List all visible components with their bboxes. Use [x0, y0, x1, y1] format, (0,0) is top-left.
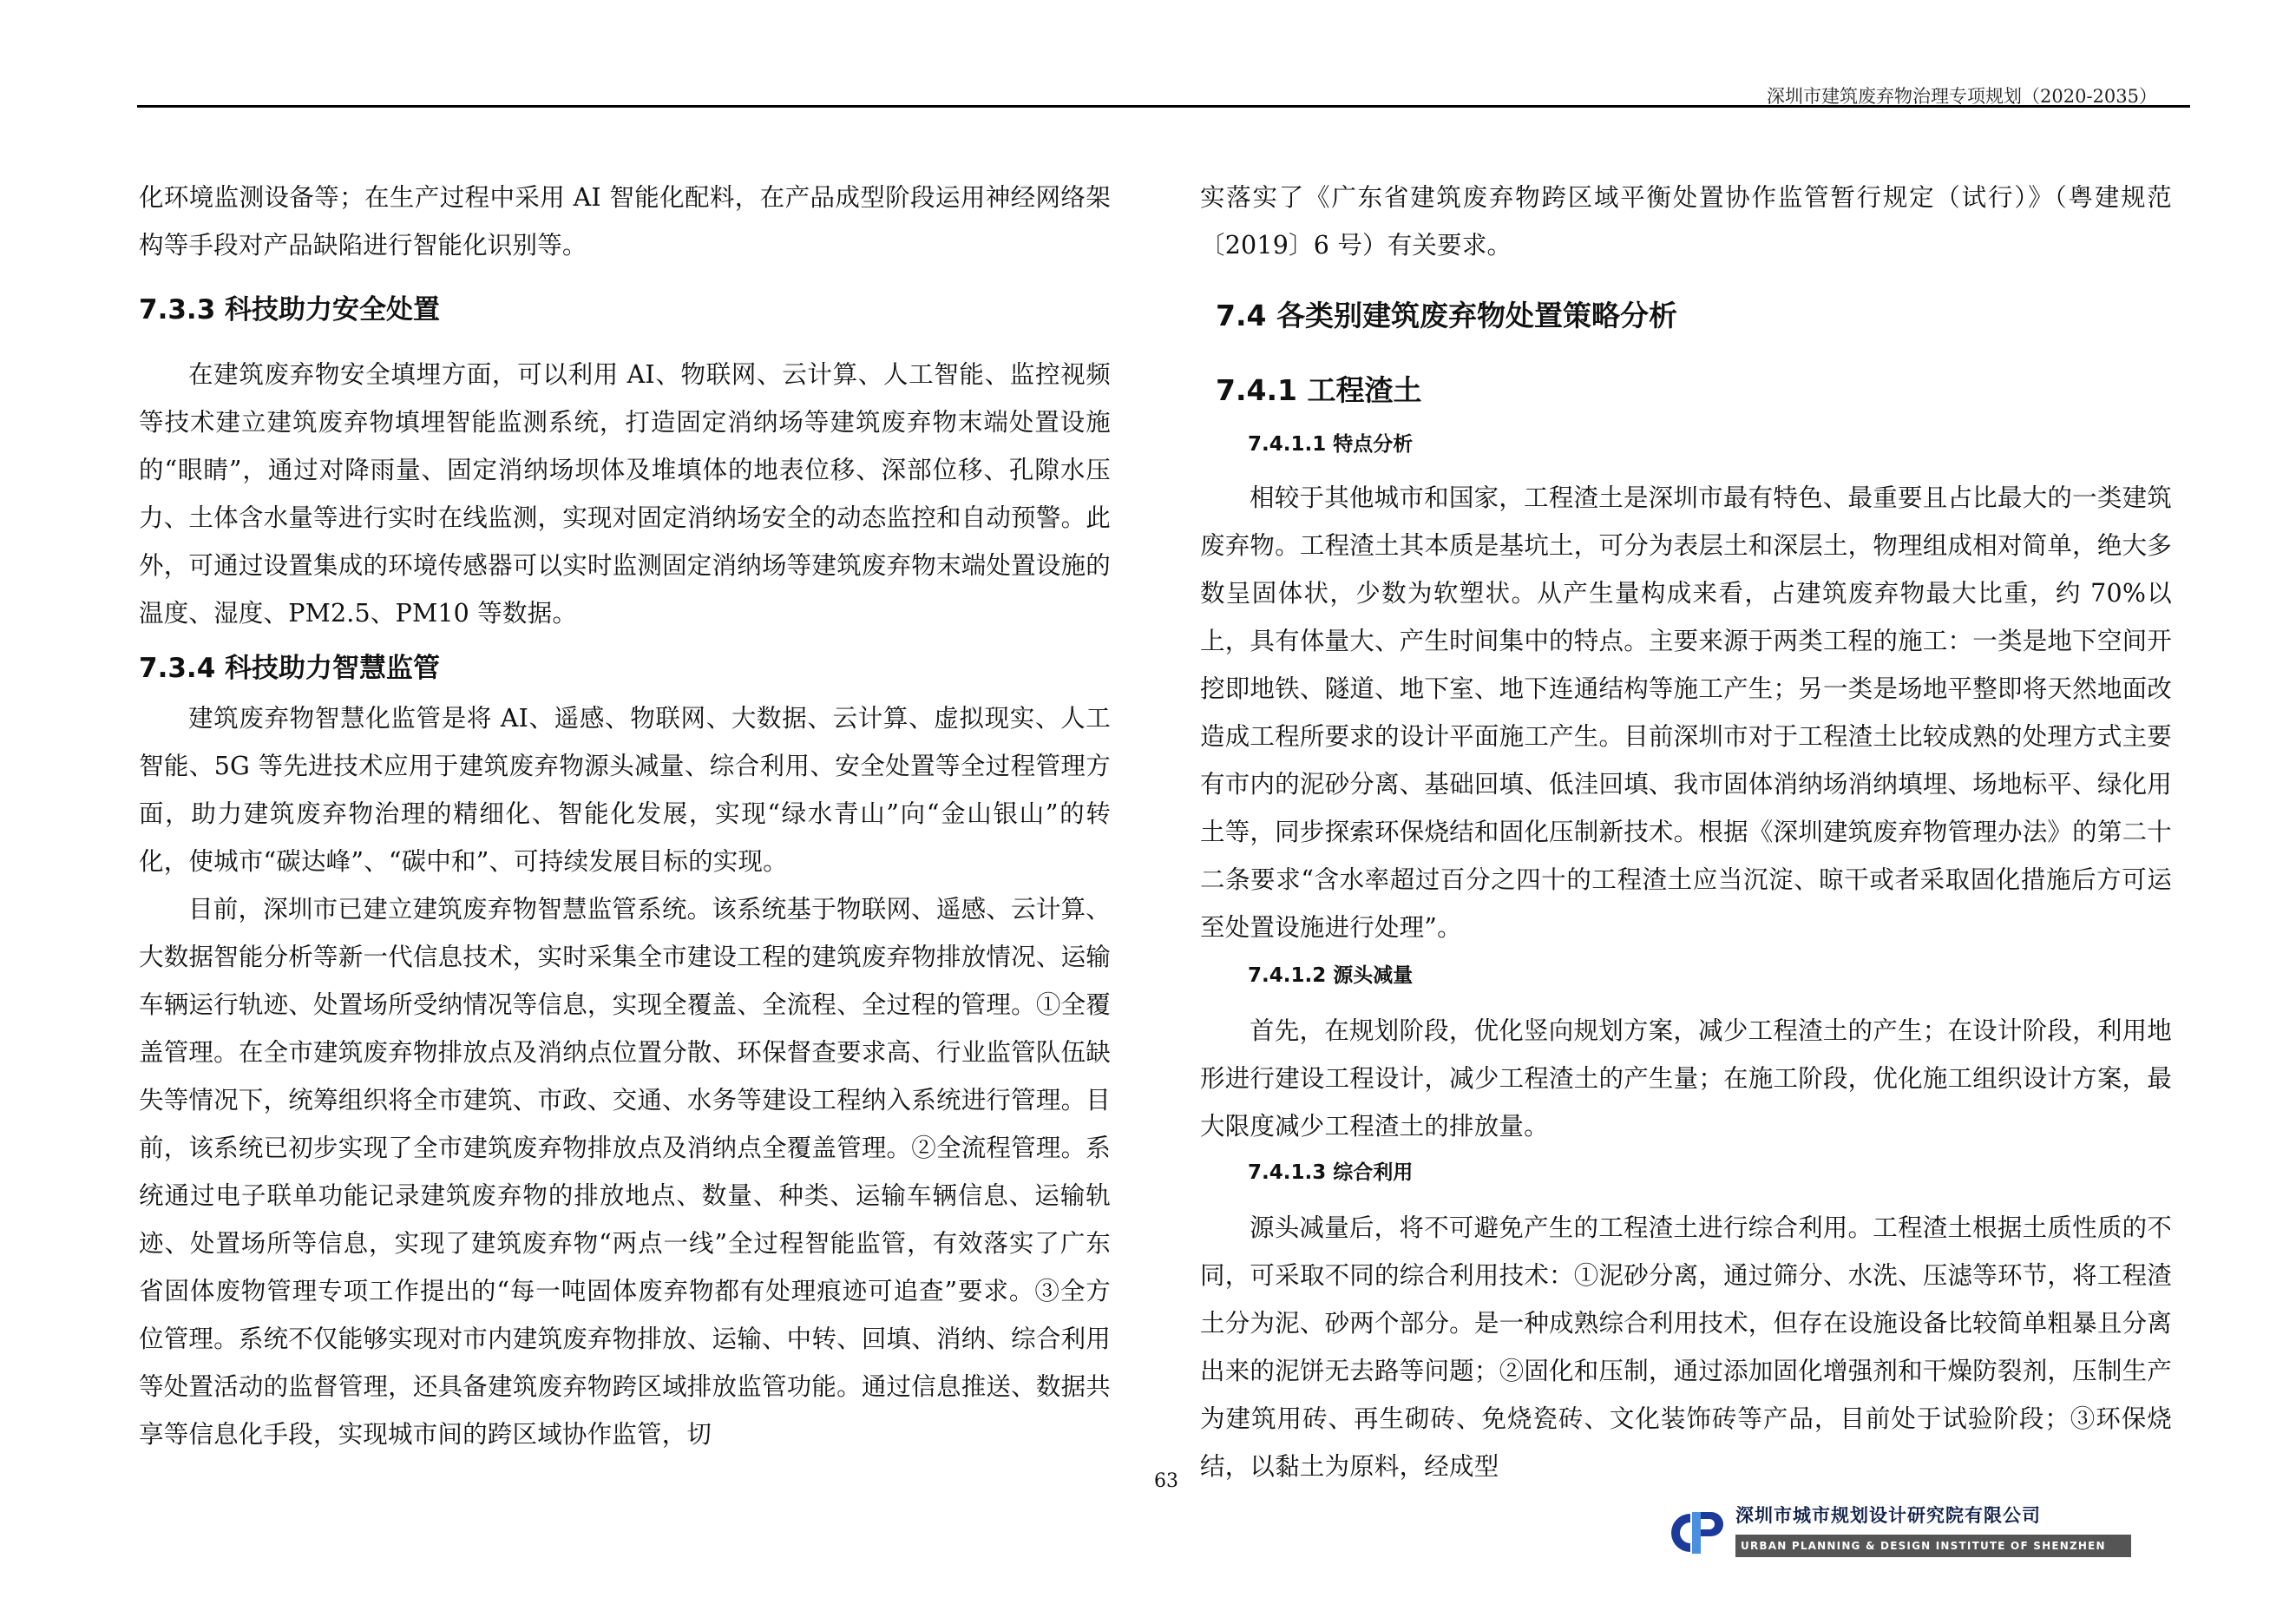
paragraph: 相较于其他城市和国家，工程渣土是深圳市最有特色、最重要且占比最大的一类建筑废弃物。工程渣土其本质是基坑土，可分为表层土和深层土，物理组成相对简单，绝大多数呈固体状，少数为软塑状。从产生量构成来看，占建筑废弃物最大比重，约 70%以上，具有体量大、产生时间集中的特点。主要来源于两类工程的施工：一类是地下空间开挖即地铁、隧道、地下室、地下连通结构等施工产生；另一类是场地平整即将天然地面改造成工程所要求的设计平面施工产生。目前深圳市对于工程渣土比较成熟的处理方式主要有市内的泥砂分离、基础回填、低洼回填、我市固体消纳场消纳填埋、场地标平、绿化用土等，同步探索环保烧结和固化压制新技术。根据《深圳建筑废弃物管理办法》的第二十二条要求“含水率超过百分之四十的工程渣土应当沉淀、晾干或者采取固化措施后方可运至处置设施进行处理”。 [1200, 483, 2172, 942]
organization-name-en: URBAN PLANNING & DESIGN INSTITUTE OF SHENZHEN [1735, 1535, 2131, 1557]
logo-p-shape [1701, 1512, 1723, 1536]
cdp-logo-icon [1666, 1509, 1729, 1557]
section-heading-7-3-4: 7.3.4 科技助力智慧监管 [139, 653, 441, 684]
left-column [139, 174, 1111, 1458]
subsection-heading-7-4-1-3: 7.4.1.3 综合利用 [1248, 1161, 1414, 1184]
paragraph: 首先，在规划阶段，优化竖向规划方案，减少工程渣土的产生；在设计阶段，利用地形进行建设工程设计，减少工程渣土的产生量；在施工阶段，优化施工组织设计方案，最大限度减少工程渣土的排放量。 [1200, 1016, 2172, 1141]
right-column [1200, 174, 2172, 1490]
subsection-heading-7-4-1-2: 7.4.1.2 源头减量 [1248, 964, 1414, 987]
paragraph: 建筑废弃物智慧化监管是将 AI、遥感、物联网、大数据、云计算、虚拟现实、人工智能、5G 等先进技术应用于建筑废弃物源头减量、综合利用、安全处置等全过程管理方面，助力建筑废弃物治理的精细化、智能化发展，实现“绿水青山”向“金山银山”的转化，使城市“碳达峰”、“碳中和”、可持续发展目标的实现。 [139, 704, 1111, 876]
section-heading-7-4-1: 7.4.1 工程渣土 [1216, 373, 1422, 407]
header-rule [137, 105, 2190, 108]
document-title-header: 深圳市建筑废弃物治理专项规划（2020-2035） [1767, 86, 2157, 107]
logo-c-shape [1671, 1514, 1690, 1552]
paragraph: 实落实了《广东省建筑废弃物跨区域平衡处置协作监管暂行规定（试行）》（粤建规范〔2019〕6 号）有关要求。 [1200, 183, 2172, 260]
paragraph: 化环境监测设备等；在生产过程中采用 AI 智能化配料，在产品成型阶段运用神经网络架构等手段对产品缺陷进行智能化识别等。 [139, 183, 1111, 260]
paragraph: 在建筑废弃物安全填埋方面，可以利用 AI、物联网、云计算、人工智能、监控视频等技术建立建筑废弃物填埋智能监测系统，打造固定消纳场等建筑废弃物末端处置设施的“眼睛”，通过对降雨量、固定消纳场坝体及堆填体的地表位移、深部位移、孔隙水压力、土体含水量等进行实时在线监测，实现对固定消纳场安全的动态监控和自动预警。此外，可通过设置集成的环境传感器可以实时监测固定消纳场等建筑废弃物末端处置设施的温度、湿度、PM2.5、PM10 等数据。 [139, 360, 1111, 628]
logo-d-bar [1692, 1512, 1701, 1554]
organization-name-cn: 深圳市城市规划设计研究院有限公司 [1735, 1505, 2041, 1526]
paragraph: 目前，深圳市已建立建筑废弃物智慧监管系统。该系统基于物联网、遥感、云计算、大数据智能分析等新一代信息技术，实时采集全市建设工程的建筑废弃物排放情况、运输车辆运行轨迹、处置场所受纳情况等信息，实现全覆盖、全流程、全过程的管理。①全覆盖管理。在全市建筑废弃物排放点及消纳点位置分散、环保督查要求高、行业监管队伍缺失等情况下，统筹组织将全市建筑、市政、交通、水务等建设工程纳入系统进行管理。目前，该系统已初步实现了全市建筑废弃物排放点及消纳点全覆盖管理。②全流程管理。系统通过电子联单功能记录建筑废弃物的排放地点、数量、种类、运输车辆信息、运输轨迹、处置场所等信息，实现了建筑废弃物“两点一线”全过程智能监管，有效落实了广东省固体废物管理专项工作提出的“每一吨固体废弃物都有处理痕迹可追查”要求。③全方位管理。系统不仅能够实现对市内建筑废弃物排放、运输、中转、回填、消纳、综合利用等处置活动的监督管理，还具备建筑废弃物跨区域排放监管功能。通过信息推送、数据共享等信息化手段，实现城市间的跨区域协作监管，切 [139, 895, 1111, 1449]
section-heading-7-4: 7.4 各类别建筑废弃物处置策略分析 [1216, 299, 1677, 332]
paragraph: 源头减量后，将不可避免产生的工程渣土进行综合利用。工程渣土根据土质性质的不同，可采取不同的综合利用技术：①泥砂分离，通过筛分、水洗、压滤等环节，将工程渣土分为泥、砂两个部分。是一种成熟综合利用技术，但存在设施设备比较简单粗暴且分离出来的泥饼无去路等问题；②固化和压制，通过添加固化增强剂和干燥防裂剂，压制生产为建筑用砖、再生砌砖、免烧瓷砖、文化装饰砖等产品，目前处于试验阶段；③环保烧结，以黏土为原料，经成型 [1200, 1213, 2172, 1481]
organization-logo [1666, 1502, 2135, 1562]
page-number: 63 [1154, 1470, 1178, 1492]
section-heading-7-3-3: 7.3.3 科技助力安全处置 [139, 294, 441, 325]
subsection-heading-7-4-1-1: 7.4.1.1 特点分析 [1248, 433, 1414, 456]
